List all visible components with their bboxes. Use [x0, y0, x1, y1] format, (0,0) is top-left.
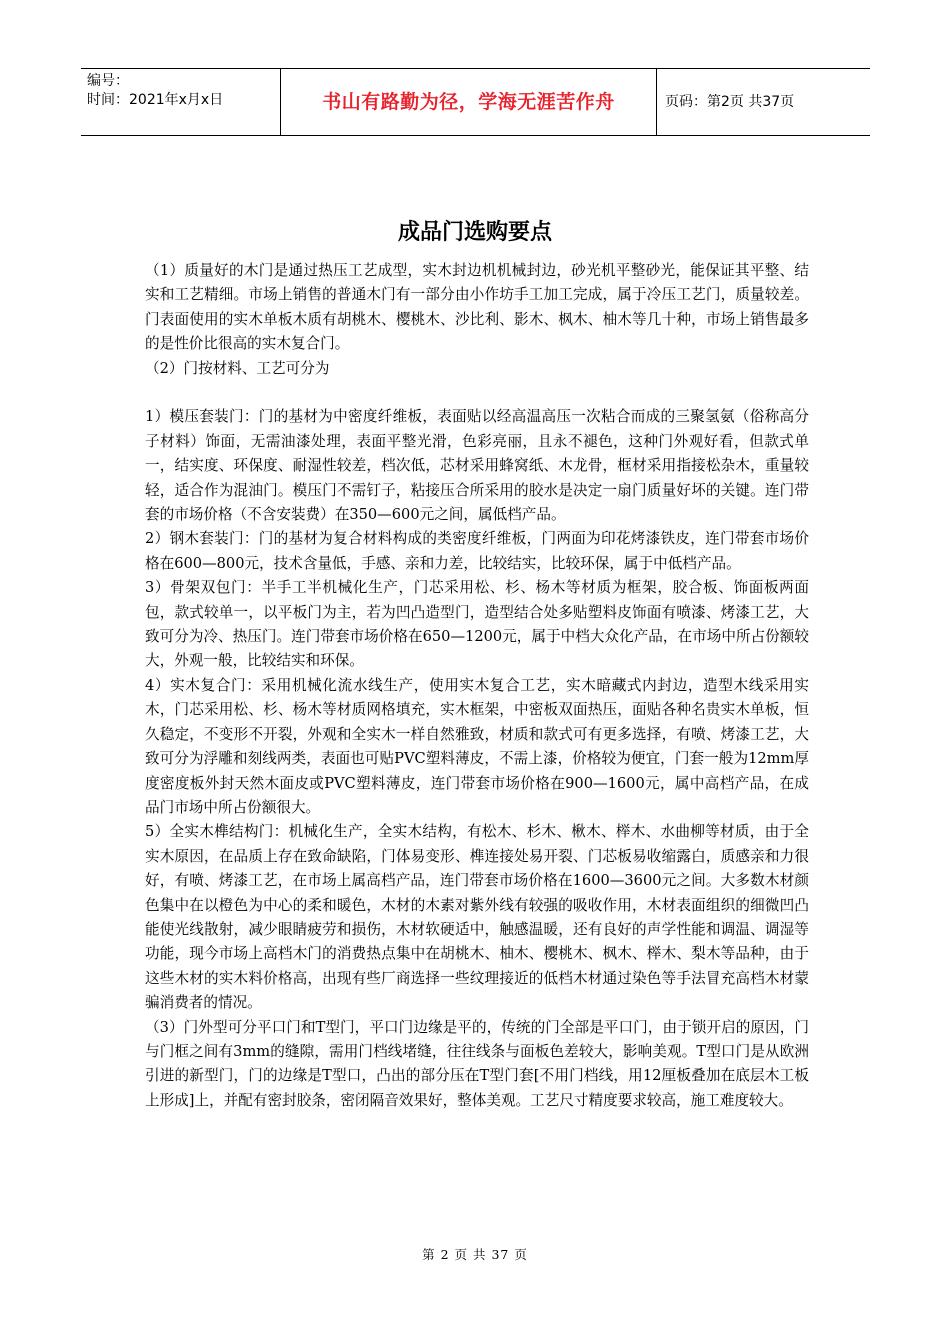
paragraph-steel-wood-door: 2）钢木套装门：门的基材为复合材料构成的类密度纤维板，门两面为印花烤漆铁皮，连门带套市场价格在600—800元，技术含量低，手感、亲和力差，比较结实，比较环保，属于中低档产品。 — [145, 530, 809, 572]
paragraph-composite-door: 4）实木复合门：采用机械化流水线生产，使用实木复合工艺，实木暗藏式内封边，造型木线采用实木，门芯采用松、杉、杨木等材质网格填充，实木框架，中密板双面热压，面贴各种名贵实木单板，恒久稳定，不变形不开裂，外观和全实木一样自然雅致，材质和款式可有更多选择，有喷、烤漆工艺，大致可分为浮雕和刻线两类，表面也可贴PVC塑料薄皮，不需上漆，价格较为便宜，门套一般为12mm厚度密度板外封天然木面皮或PVC塑料薄皮，连门带套市场价格在900—1600元，属中高档产品，在成品门市场中所占份额很大。 — [145, 676, 809, 816]
header-motto: 书山有路勤为径，学海无涯苦作舟 — [281, 69, 657, 135]
paragraph-door-shape: （3）门外型可分平口门和T型门，平口门边缘是平的，传统的门全部是平口门，由于锁开启的原因，门与门框之间有3mm的缝隙，需用门档线堵缝，往往线条与面板色差较大，影响美观。T型口门是从欧洲引进的新型门，门的边缘是T型口，凸出的部分压在T型门套[不用门档线，用12厘板叠加在底层木工板上形成]上，并配有密封胶条，密闭隔音效果好，整体美观。工艺尺寸精度要求较高，施工难度较大。 — [145, 1018, 809, 1109]
paragraph-solid-wood-door: 5）全实木榫结构门：机械化生产，全实木结构，有松木、杉木、楸木、榉木、水曲柳等材质，由于全实木原因，在品质上存在致命缺陷，门体易变形、榫连接处易开裂、门芯板易收缩露白，质感亲和力很好，有喷、烤漆工艺，在市场上属高档产品，连门带套市场价格在1600—3600元之间。大多数木材颜色集中在以橙色为中心的柔和暖色，木材的木素对紫外线有较强的吸收作用，木材表面组织的细微凹凸能使光线散射，减少眼睛疲劳和损伤，木材软硬适中，触感温暖，还有良好的声学性能和调温、调湿等功能，现今市场上高档木门的消费热点集中在胡桃木、柚木、樱桃木、枫木、榉木、梨木等品种，由于这些木材的实木料价格高，出现有些厂商选择一些纹理接近的低档木材通过染色等手法冒充高档木材蒙骗消费者的情况。 — [145, 823, 809, 1012]
paragraph-frame-door: 3）骨架双包门：半手工半机械化生产，门芯采用松、杉、杨木等材质为框架，胶合板、饰面板两面包，款式较单一，以平板门为主，若为凹凸造型门，造型结合处多贴塑料皮饰面有喷漆、烤漆工艺，大致可分为冷、热压门。连门带套市场价格在650—1200元，属于中档大众化产品，在市场中所占份额较大，外观一般，比较结实和环保。 — [145, 579, 809, 670]
paragraph-molded-door: 1）模压套装门：门的基材为中密度纤维板，表面贴以经高温高压一次粘合而成的三聚氢氨（俗称高分子材料）饰面，无需油漆处理，表面平整光滑，色彩亮丽，且永不褪色，这种门外观好看，但款式单一，结实度、环保度、耐湿性较差，档次低，芯材采用蜂窝纸、木龙骨，框材采用指接松杂木，重量较轻，适合作为混油门。模压门不需钉子，粘接压合所采用的胶水是决定一扇门质量好坏的关键。连门带套的市场价格（不含安装费）在350—600元之间，属低档产品。 — [145, 408, 809, 524]
document-date: 时间：2021年x月x日 — [87, 92, 224, 108]
header-meta — [81, 69, 281, 135]
document-body — [145, 259, 809, 1113]
paragraph-quality: （1）质量好的木门是通过热压工艺成型，实木封边机机械封边，砂光机平整砂光，能保证其平整、结实和工艺精细。市场上销售的普通木门有一部分由小作坊手工加工完成，属于冷压工艺门，质量较差。门表面使用的实木单板木质有胡桃木、樱桃木、沙比利、影木、枫木、柚木等几十种，市场上销售最多的是性价比很高的实木复合门。 — [145, 262, 809, 353]
paragraph-classification: （2）门按材料、工艺可分为 — [145, 359, 330, 377]
page-header — [81, 68, 870, 136]
document-number: 编号： — [87, 73, 129, 89]
document-title: 成品门选购要点 — [397, 220, 552, 245]
page-footer: 第 2 页 共 37 页 — [422, 1247, 528, 1262]
header-page-info: 页码：第2页 共37页 — [665, 94, 795, 110]
